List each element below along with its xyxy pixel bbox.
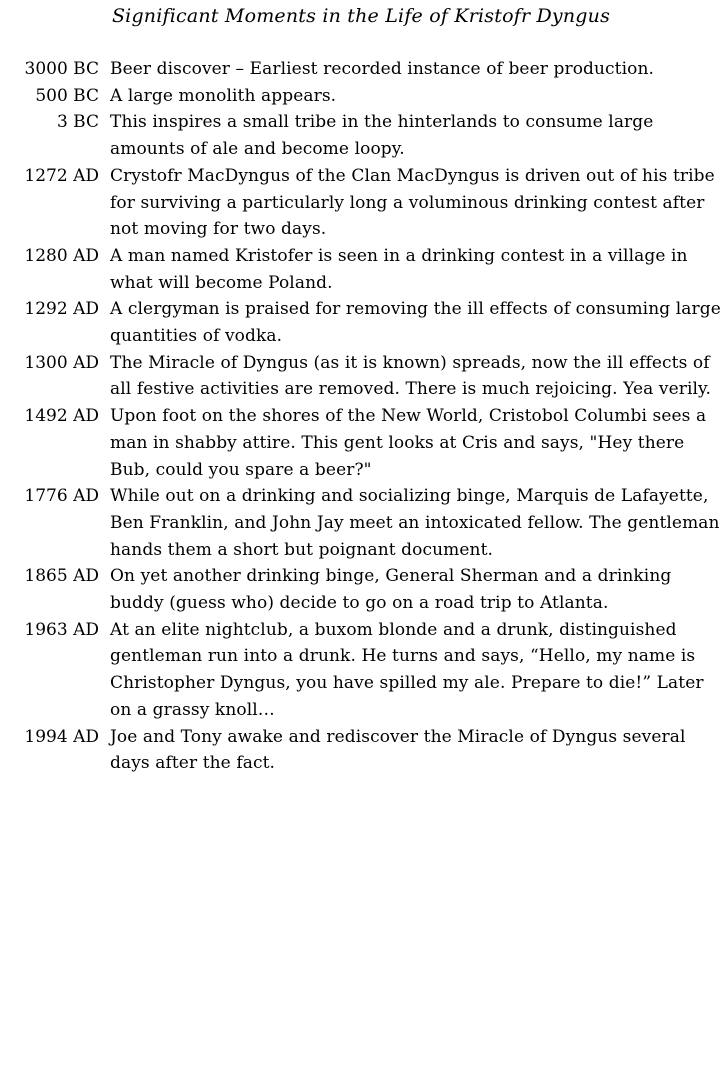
entry-date: 1963 AD	[24, 619, 99, 640]
entry-date: 1492 AD	[24, 406, 99, 427]
timeline-entry	[0, 724, 722, 777]
entry-text: This inspires a small tribe in the hinterlands to consume large amounts of ale and become loopy.	[110, 112, 654, 160]
entry-date: 1292 AD	[24, 299, 99, 320]
timeline-entry	[0, 350, 722, 403]
entry-date: 1776 AD	[24, 486, 99, 507]
timeline-entry	[0, 403, 722, 483]
entry-date: 1865 AD	[24, 566, 99, 587]
entry-text: A clergyman is praised for removing the ill effects of consuming large quantities of vodka.	[110, 299, 721, 347]
timeline-entry	[0, 296, 722, 349]
entry-date: 1280 AD	[24, 245, 99, 266]
entry-text: Beer discover – Earliest recorded instance of beer production.	[110, 59, 655, 79]
timeline-entry	[0, 563, 722, 616]
timeline-entry	[0, 617, 722, 724]
entry-text: While out on a drinking and socializing binge, Marquis de Lafayette, Ben Franklin, and John Jay meet an intoxicated fellow. The gentleman hands them a short but poignant document.	[110, 486, 720, 560]
entry-text: Crystofr MacDyngus of the Clan MacDyngus is driven out of his tribe for surviving a particularly long a voluminous drinking contest after not moving for two days.	[110, 165, 715, 240]
entry-date: 3000 BC	[24, 59, 99, 79]
entry-text: A large monolith appears.	[110, 85, 337, 106]
timeline-entry	[0, 483, 722, 563]
timeline-entry	[0, 163, 722, 243]
entry-text: On yet another drinking binge, General Sherman and a drinking buddy (guess who) decide to go on a road trip to Atlanta.	[110, 566, 672, 614]
timeline-entry	[0, 56, 722, 83]
timeline-entry	[0, 83, 722, 110]
page-title: Significant Moments in the Life of Kristofr Dyngus	[111, 5, 611, 27]
entry-text: The Miracle of Dyngus (as it is known) spreads, now the ill effects of all festive activities are removed. There is much rejoicing. Yea verily.	[110, 352, 712, 400]
entry-date: 500 BC	[35, 85, 99, 106]
entry-text: At an elite nightclub, a buxom blonde and a drunk, distinguished gentleman run into a drunk. He turns and says, “Hello, my name is Christopher Dyngus, you have spilled my ale. Prepare to die!” Later on a grassy knoll…	[110, 619, 704, 720]
entry-date: 1300 AD	[24, 352, 99, 373]
timeline-entry	[0, 243, 722, 296]
entry-text: A man named Kristofer is seen in a drinking contest in a village in what will become Poland.	[110, 245, 688, 293]
entry-text: Upon foot on the shores of the New World, Cristobol Columbi sees a man in shabby attire. This gent looks at Cris and says, "Hey there Bub, could you spare a beer?"	[110, 406, 707, 480]
entry-date: 1272 AD	[24, 165, 99, 186]
timeline-entry	[0, 109, 722, 162]
entry-text: Joe and Tony awake and rediscover the Miracle of Dyngus several days after the fact.	[110, 726, 686, 774]
entry-date: 1994 AD	[24, 726, 99, 747]
entry-date: 3 BC	[56, 112, 99, 133]
timeline	[0, 56, 722, 777]
